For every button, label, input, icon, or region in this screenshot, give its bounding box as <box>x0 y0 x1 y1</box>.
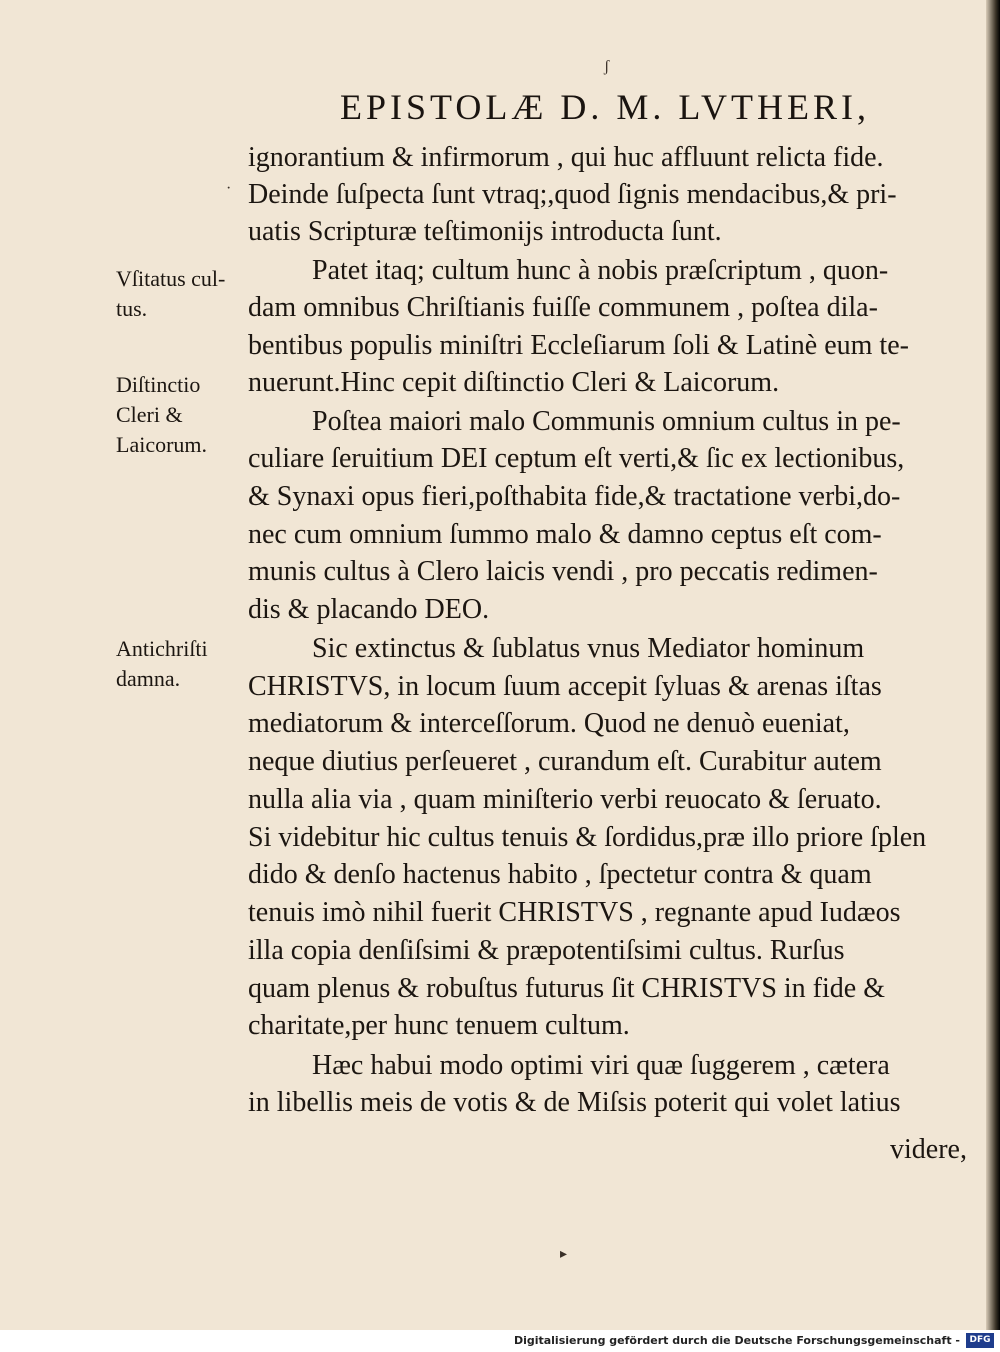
text-line: nulla alia via , quam miniſterio verbi reuocato & ſeruato. <box>248 784 882 815</box>
signature-mark: ▸ <box>560 1247 568 1262</box>
text-line: munis cultus à Clero laicis vendi , pro peccatis redimen- <box>248 556 878 587</box>
text-line: culiare ſeruitium DEI ceptum eſt verti,& ſic ex lectionibus, <box>248 443 905 474</box>
text-line: in libellis meis de votis & de Miſsis poterit qui volet latius <box>248 1087 901 1118</box>
text-line: Poſtea maiori malo Communis omnium cultus in pe- <box>312 406 901 437</box>
text-line: dido & denſo hactenus habito , ſpectetur contra & quam <box>248 859 872 890</box>
text-line: Sic extinctus & ſublatus vnus Mediator hominum <box>312 633 865 664</box>
digitization-footer <box>0 1330 1000 1352</box>
text-line: tenuis imò nihil fuerit CHRISTVS , regnante apud Iudæos <box>248 897 901 928</box>
text-line: illa copia denſiſsimi & præpotentiſsimi cultus. Rurſus <box>248 935 845 966</box>
text-line: uatis Scripturæ teſtimonijs introducta ſunt. <box>248 216 722 247</box>
text-line: bentibus populis miniſtri Eccleſiarum ſoli & Latinè eum te- <box>248 330 909 361</box>
running-header: EPISTOLÆ D. M. LVTHERI, <box>340 87 871 127</box>
dfg-logo-icon[interactable]: DFG <box>966 1333 994 1348</box>
ink-mark: ʃ <box>604 58 610 75</box>
text-line: Hæc habui modo optimi viri quæ ſuggerem , cætera <box>312 1050 890 1081</box>
text-line: neque diutius perſeueret , curandum eſt. Curabitur autem <box>248 746 882 777</box>
footer-credit: Digitalisierung gefördert durch die Deutsche Forschungsgemeinschaft - <box>513 1334 960 1347</box>
text-line: dis & placando DEO. <box>248 594 490 625</box>
margin-note-visitatus-cultus: Vſitatus cul- tus. <box>116 266 226 321</box>
text-line: quam plenus & robuſtus futurus ſit CHRISTVS in fide & <box>248 973 885 1004</box>
text-line: mediatorum & interceſſorum. Quod ne denuò eueniat, <box>248 708 850 739</box>
text-line: Si videbitur hic cultus tenuis & ſordidus,præ illo priore ſplen <box>248 822 927 853</box>
text-line: & Synaxi opus fieri,poſthabita fide,& tractatione verbi,do- <box>248 481 901 512</box>
catchword: videre, <box>890 1134 967 1165</box>
margin-note-distinctio-cleri: Diſtinctio Cleri & Laicorum. <box>116 372 208 457</box>
text-line: dam omnibus Chriſtianis fuiſſe communem , poſtea dila- <box>248 292 878 323</box>
text-line: nuerunt.Hinc cepit diſtinctio Cleri & Laicorum. <box>248 367 780 398</box>
text-line: Patet itaq; cultum hunc à nobis præſcriptum , quon- <box>312 255 889 286</box>
text-line: ignorantium & infirmorum , qui huc affluunt relicta fide. <box>248 142 884 173</box>
margin-note-antichristi-damna: Antichriſti damna. <box>116 636 208 691</box>
text-line: nec cum omnium ſummo malo & damno ceptus eſt com- <box>248 519 882 550</box>
ink-dot: · <box>226 180 232 197</box>
text-line: charitate,per hunc tenuem cultum. <box>248 1010 630 1041</box>
page-edge-shadow <box>986 0 1000 1330</box>
text-line: Deinde ſuſpecta ſunt vtraq;,quod ſignis mendacibus,& pri- <box>248 179 897 210</box>
text-line: CHRISTVS, in locum ſuum accepit ſyluas & arenas iſtas <box>248 671 882 702</box>
